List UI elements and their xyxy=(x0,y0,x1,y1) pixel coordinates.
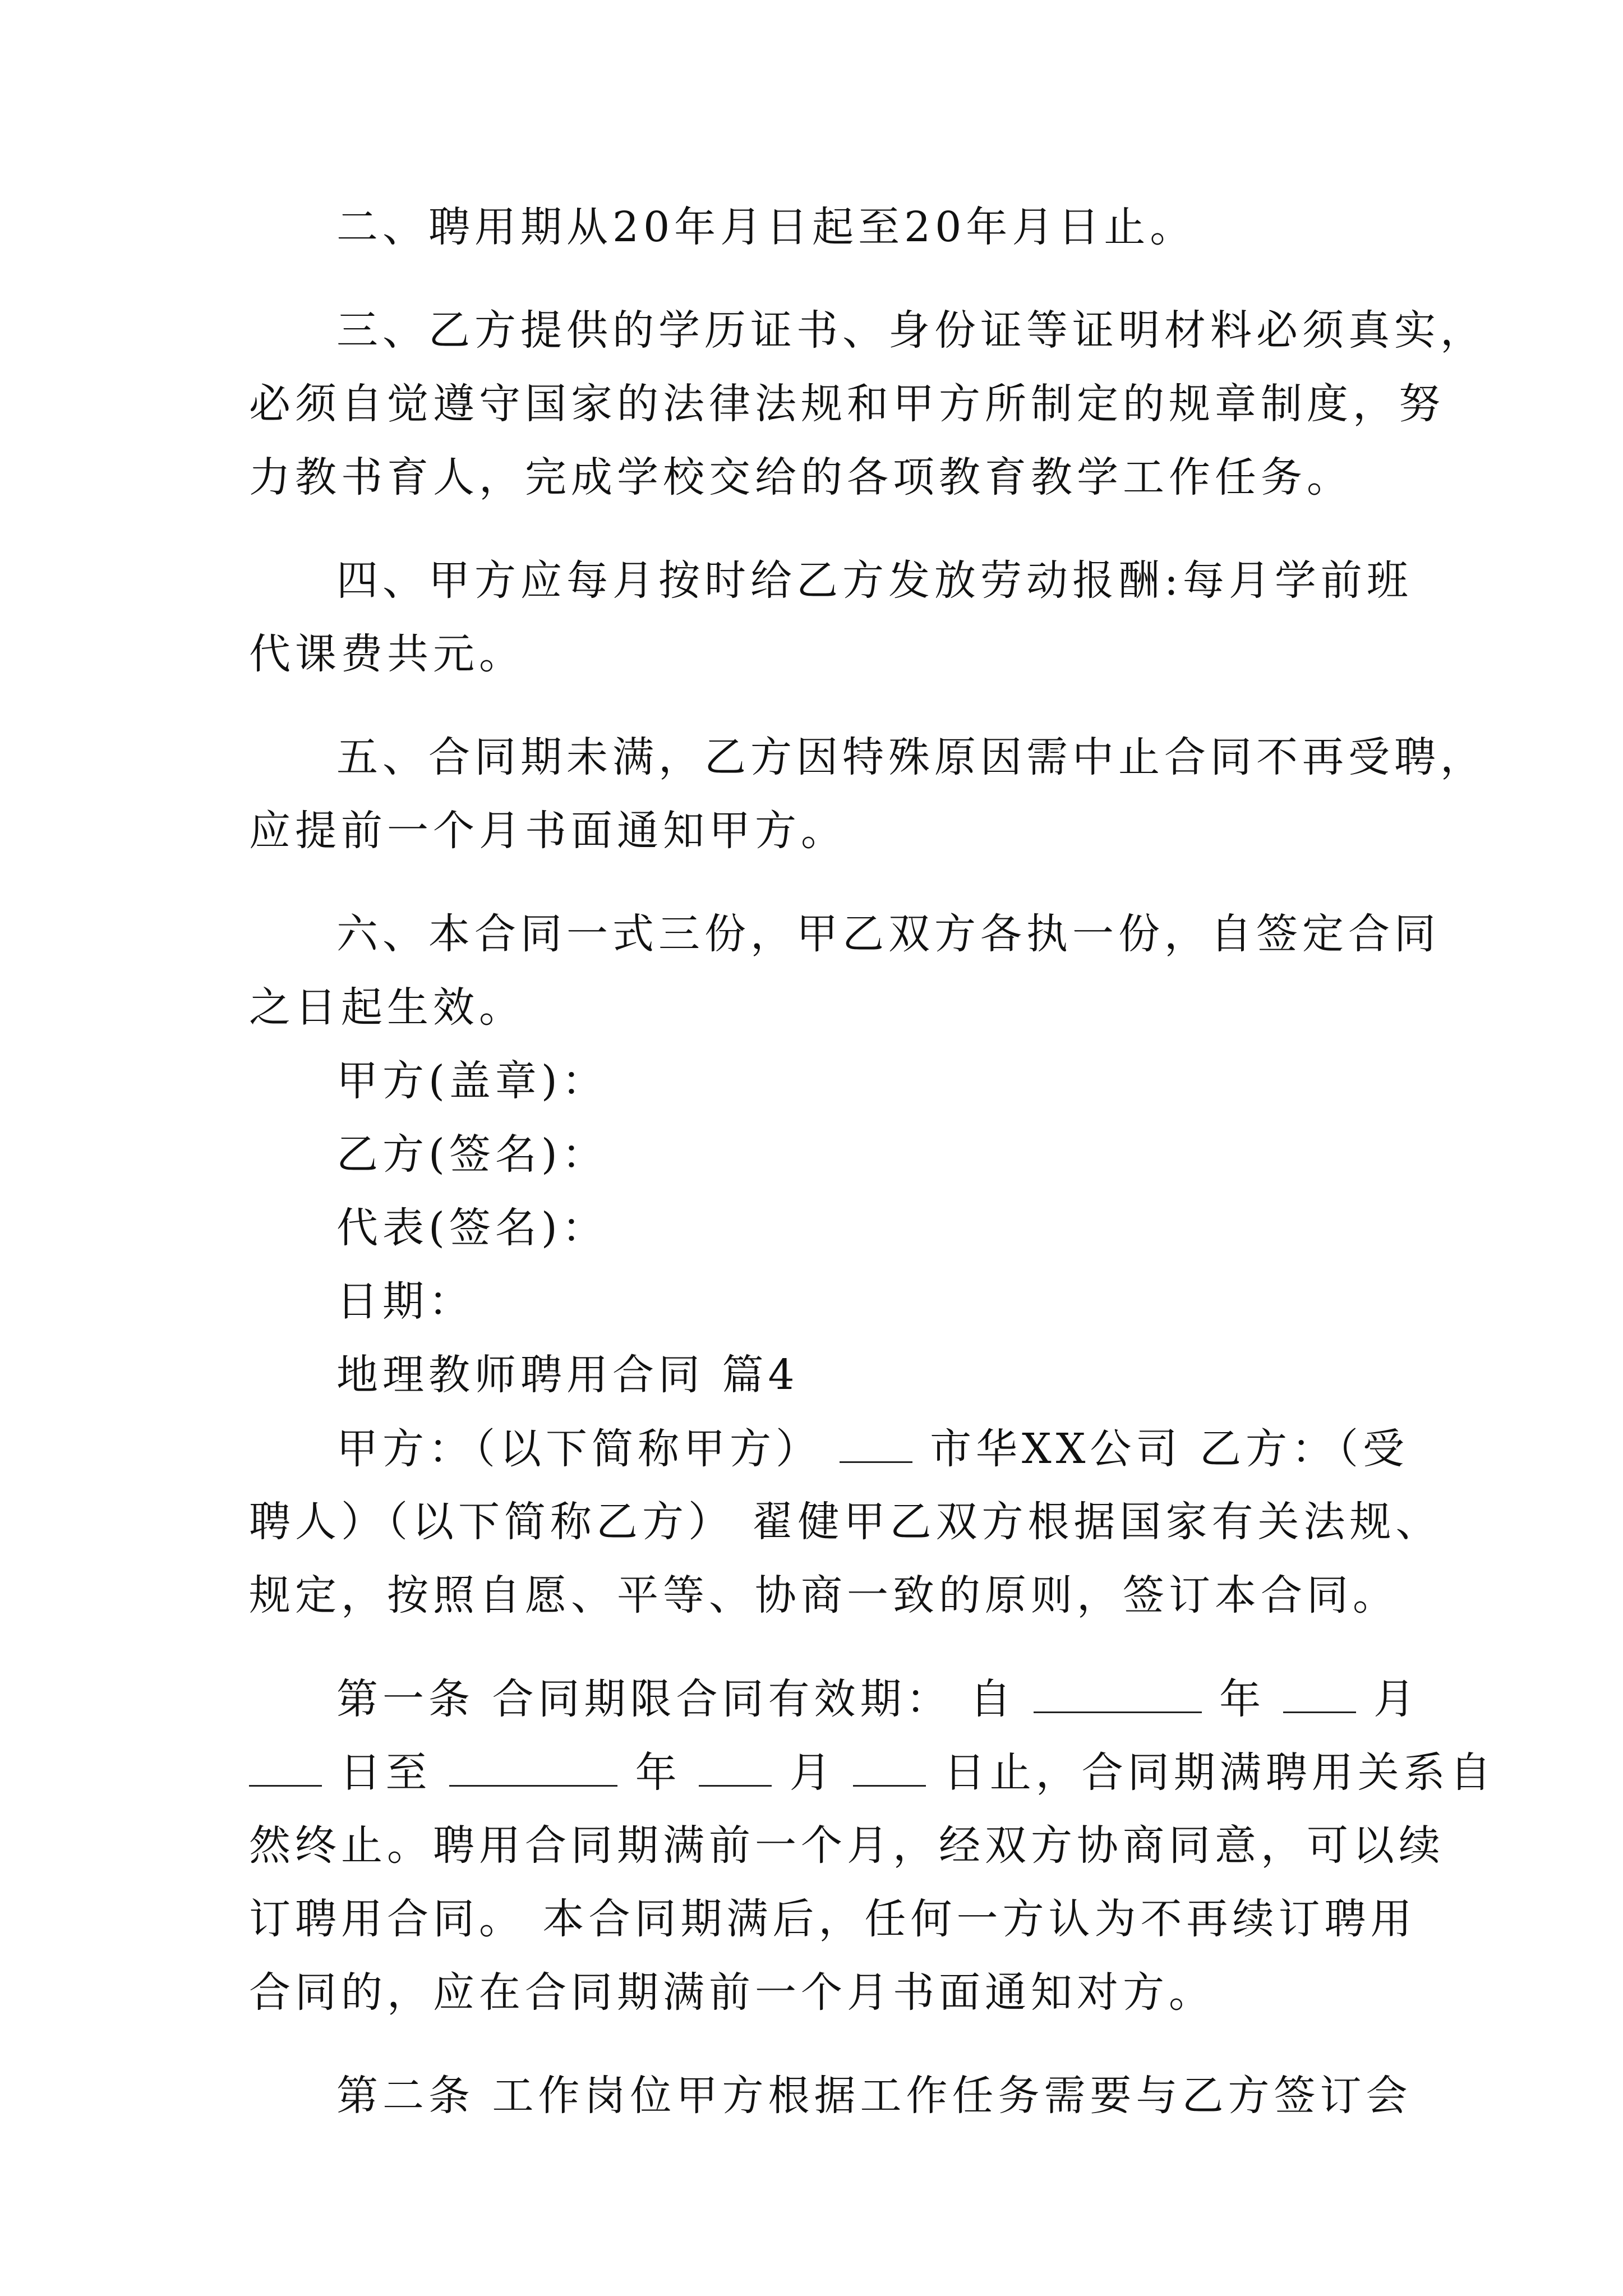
paragraph-6-line-2: 之日起生效。 xyxy=(249,983,525,1032)
start-day-blank xyxy=(249,1751,322,1787)
article-2-line-1: 第二条 工作岗位甲方根据工作任务需要与乙方签订会 xyxy=(336,2072,1412,2120)
article-1-text: 第一条 合同期限合同有效期： 自 xyxy=(336,1675,1016,1723)
article-1-line-2 xyxy=(249,1749,1496,1797)
start-month-blank xyxy=(1283,1678,1356,1713)
end-day-blank xyxy=(853,1751,926,1787)
end-year-label: 年 xyxy=(635,1749,681,1797)
paragraph-4-line-1: 四、甲方应每月按时给乙方发放劳动报酬:每月学前班 xyxy=(336,556,1413,605)
paragraph-3-line-2: 必须自觉遵守国家的法律法规和甲方所制定的规章制度，努 xyxy=(249,380,1445,428)
parties-line-2: 聘人）（以下简称乙方） 翟健甲乙双方根据国家有关法规、 xyxy=(249,1498,1442,1546)
parties-party-a-text: 甲方：（以下简称甲方） xyxy=(336,1425,822,1473)
city-blank xyxy=(840,1428,912,1463)
parties-line-3: 规定，按照自愿、平等、协商一致的原则，签订本合同。 xyxy=(249,1571,1399,1619)
section-title: 地理教师聘用合同 篇4 xyxy=(336,1351,799,1399)
paragraph-3-line-1: 三、乙方提供的学历证书、身份证等证明材料必须真实， xyxy=(336,306,1486,355)
paragraph-2-line-1: 二、聘用期从20年月日起至20年月日止。 xyxy=(336,203,1196,251)
paragraph-5-line-2: 应提前一个月书面通知甲方。 xyxy=(249,807,847,855)
party-a-seal-line: 甲方(盖章)： xyxy=(336,1057,608,1105)
representative-signature-line: 代表(签名)： xyxy=(336,1204,608,1252)
end-month-label: 月 xyxy=(789,1749,836,1797)
month-label: 月 xyxy=(1373,1675,1420,1723)
start-year-blank xyxy=(1034,1678,1202,1713)
paragraph-6-line-1: 六、本合同一式三份，甲乙双方各执一份，自签定合同 xyxy=(336,910,1440,958)
party-b-signature-line: 乙方(签名)： xyxy=(336,1130,608,1179)
parties-line-1 xyxy=(249,1425,1409,1473)
paragraph-3-line-3: 力教书育人，完成学校交给的各项教育教学工作任务。 xyxy=(249,453,1353,501)
year-label: 年 xyxy=(1219,1675,1266,1723)
article-1-line-5: 合同的，应在合同期满前一个月书面通知对方。 xyxy=(249,1968,1215,2017)
date-line: 日期： xyxy=(336,1277,474,1326)
parties-party-b-text: 市华XX公司 乙方：（受 xyxy=(930,1425,1409,1473)
day-to-label: 日至 xyxy=(339,1749,432,1797)
paragraph-5-line-1: 五、合同期未满，乙方因特殊原因需中止合同不再受聘， xyxy=(336,733,1486,781)
document-body xyxy=(249,203,1496,2120)
end-year-blank xyxy=(449,1751,617,1787)
article-1-line-4: 订聘用合同。 本合同期满后，任何一方认为不再续订聘用 xyxy=(249,1895,1417,1943)
end-month-blank xyxy=(699,1751,772,1787)
end-day-text: 日止，合同期满聘用关系自 xyxy=(943,1749,1496,1797)
article-1-line-1 xyxy=(249,1675,1420,1723)
paragraph-4-line-2: 代课费共元。 xyxy=(249,630,525,678)
article-1-line-3: 然终止。聘用合同期满前一个月，经双方协商同意，可以续 xyxy=(249,1821,1445,1870)
